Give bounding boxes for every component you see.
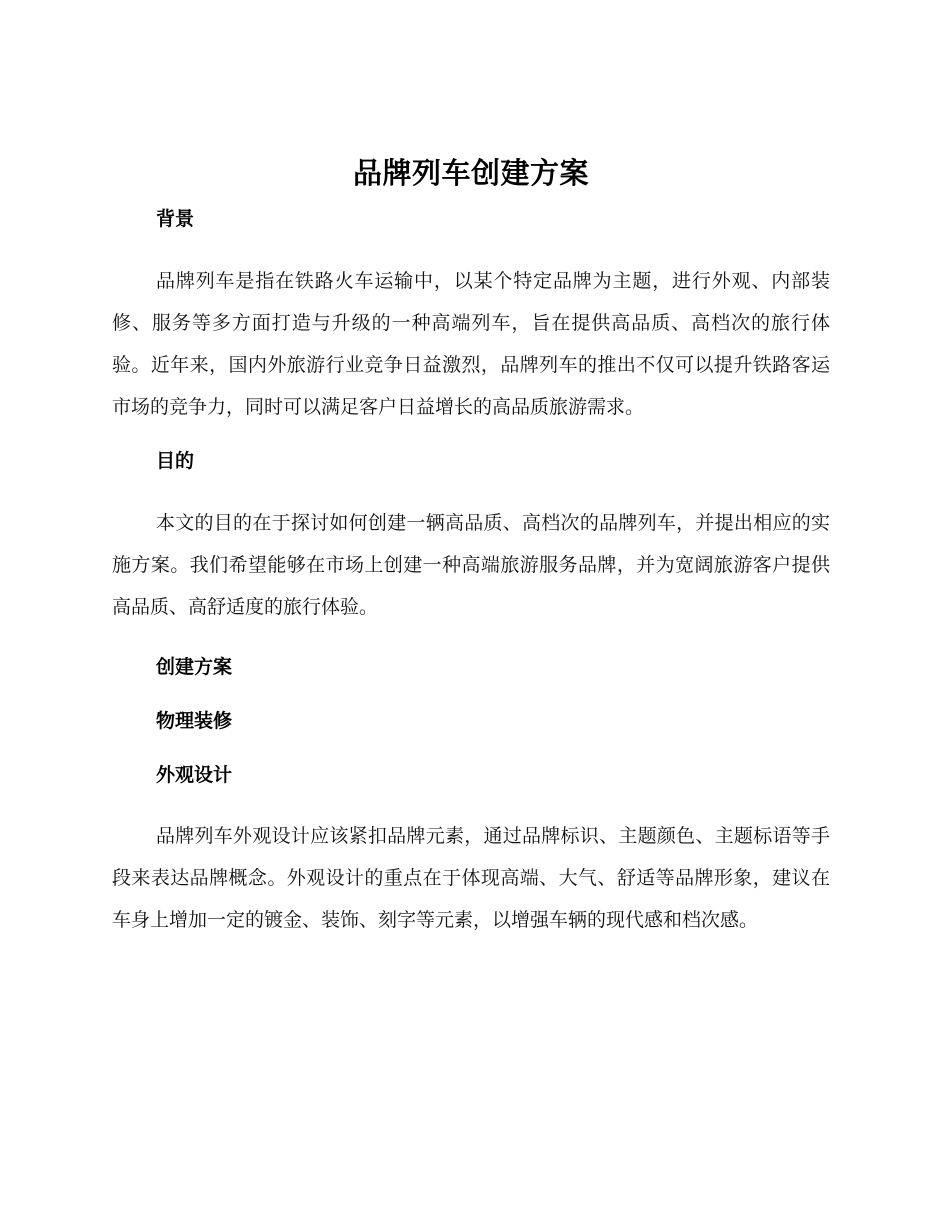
section-heading-decoration: 物理装修 [156,710,233,732]
section-heading-plan: 创建方案 [156,656,233,678]
section-heading-exterior: 外观设计 [156,764,233,786]
document-title: 品牌列车创建方案 [352,156,589,190]
document-body [112,148,830,941]
section-heading-purpose: 目的 [156,450,195,472]
section-paragraph-purpose: 本文的目的在于探讨如何创建一辆高品质、高档次的品牌列车，并提出相应的实施方案。我们希望能够在市场上创建一种高端旅游服务品牌，并为宽阔旅游客户提供高品质、高舒适度的旅行体验。 [112,512,830,618]
section-paragraph-background: 品牌列车是指在铁路火车运输中，以某个特定品牌为主题，进行外观、内部装修、服务等多方面打造与升级的一种高端列车，旨在提供高品质、高档次的旅行体验。近年来，国内外旅游行业竞争日益激烈，品牌列车的推出不仅可以提升铁路客运市场的竞争力，同时可以满足客户日益增长的高品质旅游需求。 [112,270,830,418]
section-heading-background: 背景 [156,208,195,230]
section-paragraph-exterior: 品牌列车外观设计应该紧扣品牌元素，通过品牌标识、主题颜色、主题标语等手段来表达品牌概念。外观设计的重点在于体现高端、大气、舒适等品牌形象，建议在车身上增加一定的镀金、装饰、刻字等元素，以增强车辆的现代感和档次感。 [112,825,830,931]
